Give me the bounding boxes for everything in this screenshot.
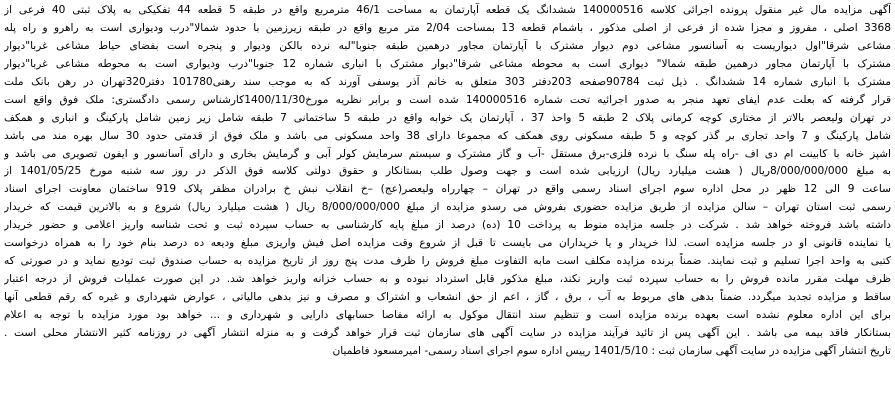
notice-line: داشته باشد فروخته خواهد شد . شرکت در جلسه مزایده منوط به پرداخت 10 (ده) درصد از مبلغ پایه کارشناسی به حساب سپرده ثبت و تحت شناسه واریز اعلامی و حضور خریدار — [4, 219, 891, 232]
notice-line: بستانکار فاقد بیمه می باشد . این آگهی پس از تائید فرآیند مزایده در سایت آگهی های سازمان ثبت قرار خواهد گرفت و به منزله انتشار آگهی در روزنامه کثیر الانتشار محلی است . — [4, 326, 891, 339]
notice-line: مشترک با انباری شماره 14 ششدانگ . ذیل ثبت 90784صفحه 203دفتر 303 متعلق به خانم آذر یوسفی آورند که به موجب سند رهنی101780 دفتر320تهران در رهن بانک ملت — [4, 75, 891, 88]
notice-line: آگهی مزایده مال غیر منقول پرونده اجرائی کلاسه 140000516 ششدانگ یک قطعه آپارتمان به مساحت 46/1 مترمربع واقع در طبقه 5 قطعه 44 تفکیکی به پلاک ثبتی 40 فرعی از — [4, 4, 891, 16]
notice-line: یا نماینده قانونی او در جلسه مزایده است. لذا خریدار و یا خریداران می بایست تا قبل از شروع وقت مزایده اصل فیش واریزی مبلغ ودیعه ده درصد بنام خود را به همراه درخواست — [4, 237, 891, 250]
notice-line: برای این اداره معلوم نشده است بعهده برنده مزایده است و تنظیم سند انتقال موکول به ارائه مفاصا حسابهای دارایی و شهرداری و ... خواهد بود مورد مزایده با توجه به اعلام — [4, 308, 891, 321]
notice-line: شامل پارکینگ و 7 واحد تجاری بر گذر کوچه و 5 طبقه مسکونی روی همکف که مجموعا دارای 38 واحد مسکونی می باشد و ملک فوق از قدمتی حدود 30 سال بهره مند می باشد — [4, 129, 891, 142]
notice-line: رسمی ثبت استان تهران – سالن مزایده از طریق مزایده حضوری بفروش می رسدو مزایده از مبلغ 8/000/000/000 ریال ( هشت میلیارد ریال) شروع و به بالاترین قیمت که خریدار — [4, 201, 891, 214]
notice-line: 3368 اصلی ، مفروز و مجزا شده از فرعی از اصلی مذکور ، باشمام قطعه 13 بمساحت 2/04 متر مربع واقع در طبقه زیرزمین با حدود شمالا"درب ودیواری است به راهرو و راه پله — [4, 21, 891, 34]
notice-line: ساعت 9 الی 12 ظهر در محل اداره سوم اجرای اسناد رسمی واقع در تهران – چهارراه ولیعصر(عج) –خ انقلاب نبش خ برادران مظفر پلاک 919 ساختمان معاونت اجرای اسناد — [4, 183, 891, 196]
notice-line: اشپز خانه با کابینت ام دی اف -راه پله سنگ با نرده فلزی-برق مستقل -آب و گاز مشترک و سیستم سرمایش کولر آبی و گرمایش بخاری و دارای آسانسور و ایفون تصویری می باشد و — [4, 147, 891, 160]
notice-line: قرار گرفته که بعلت عدم ایفای تعهد منجر به صدور اجرائیه تحت شماره 140000516 شده است و برابر نظریه مورخ1400/11/30کارشناس رسمی دادگستری: ملک فوق واقع است — [4, 93, 891, 106]
notice-line: به مبلغ 8/000/000/000ریال ( هشت میلیارد ریال) ارزیابی شده است و جهت وصول طلب بستانکار و حقوق دولتی کلاسه فوق الذکر در روز سه شنبه مورخ 1401/05/25 از — [4, 165, 891, 178]
notice-line: ساقط و مزایده تجدید میگردد. ضمناً بدهی های مربوط به آب ، برق ، گاز ، اعم از حق انشعاب و اشتراک و مصرف و نیز بدهی مالیاتی ، عوارض شهرداری و غیره که رقم قطعی آنها — [4, 291, 891, 303]
notice-line: ظرف مهلت مقرر مانده فروش را به حساب سپرده ثبت واریز نکند، مبلغ مذکور قابل استرداد نبوده و به حساب خزانه واریز خواهد شد. در این صورت عملیات فروش از درجه اعتبار — [4, 273, 891, 286]
notice-line: مشترک با آپارتمان مجاور درهمین طبقه شمالا" دیواری است به محوطه مشاعی شرقا"دیوار مشترک با انباری شماره 12 جنوبا"درب ودیواری است به محوطه مشاعی غربا"دیوار — [4, 57, 891, 70]
notice-footer-line: تاریخ انتشار آگهی مزایده در سایت آگهی سازمان ثبت : 1401/5/10 رییس اداره سوم اجرای اسناد رسمی- امیرمسعود فاطمیان — [332, 344, 891, 357]
notice-line: کتبی به واحد اجرا تسلیم و ثبت نمایند. ضمناً برنده مزایده مکلف است مابه التفاوت مبلغ فروش را ظرف مدت پنج روز از تاریخ مزایده به حساب صندوق ثبت تودیع نماید و در صورتی که — [4, 255, 891, 268]
notice-line: در تهران ولیعصر بالاتر از مختاری کوچه کرمانی پلاک 2 طبقه 5 واحد 37 ، آپارتمان یک خوابه واقع در طبقه 5 ساختمانی 7 طبقه شامل زیر زمین شامل پارکینگ و انباری و همکف — [4, 111, 891, 124]
notice-line: مشاعی شرقا"اول دیواریست به آسانسور مشاعی دوم دیوار مشترک با آپارتمان مجاور درهمین طبقه جنوبا"لبه نرده بالکن ودیوار و پنجره است بفضای حیاط مشاعی غربا"دیوار — [4, 39, 891, 52]
